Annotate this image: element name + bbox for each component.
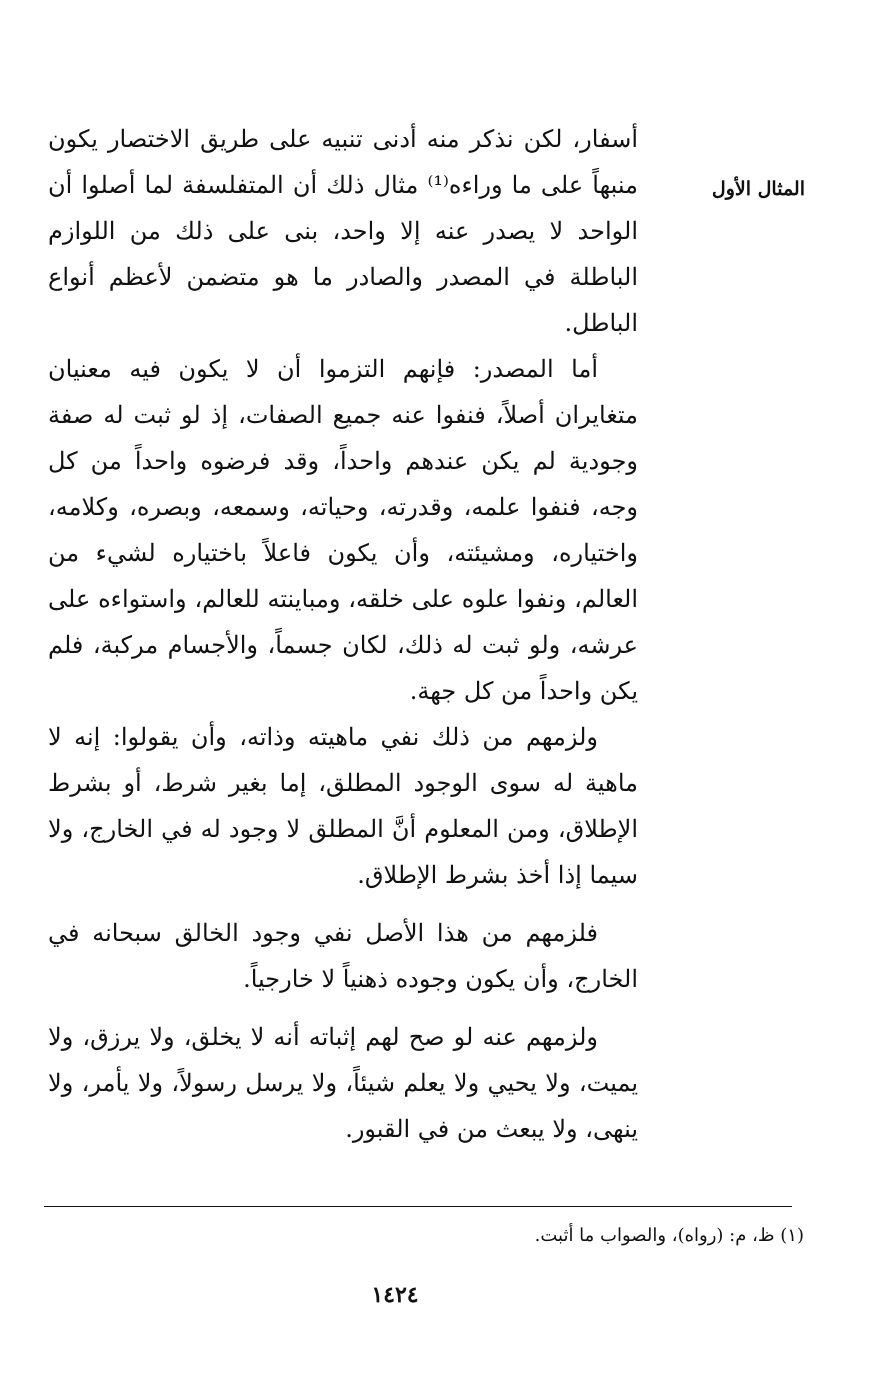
body-text xyxy=(48,116,638,1152)
paragraph-continuation: أسفار، لكن نذكر منه أدنى تنبيه على طريق الاختصار يكون منبهاً على ما وراءه⁽¹⁾ مثال ذلك أن المتفلسفة لما أصلوا أن الواحد لا يصدر عنه إلا واحد، بنى على ذلك من اللوازم الباطلة في المصدر والصادر ما هو متضمن لأعظم أنواع الباطل. xyxy=(48,125,638,337)
footnote-divider xyxy=(44,1206,792,1207)
margin-heading: المثال الأول xyxy=(711,178,805,200)
paragraph-essence: ولزمهم من ذلك نفي ماهيته وذاته، وأن يقولوا: إنه لا ماهية له سوى الوجود المطلق، إما بغير شرط، أو بشرط الإطلاق، ومن المعلوم أنَّ المطلق لا وجود له في الخارج، ولا سيما إذا أخذ بشرط الإطلاق. xyxy=(48,723,638,889)
paragraph-consequences: ولزمهم عنه لو صح لهم إثباته أنه لا يخلق، ولا يرزق، ولا يميت، ولا يحيي ولا يعلم شيئاً، ولا يرسل رسولاً، ولا يأمر، ولا ينهى، ولا يبعث من في القبور. xyxy=(48,1023,638,1143)
page-number: ١٤٢٤ xyxy=(371,1282,419,1308)
footnote: (١) ظ، م: (رواه)، والصواب ما أثبت. xyxy=(534,1225,804,1246)
paragraph-existence: فلزمهم من هذا الأصل نفي وجود الخالق سبحانه في الخارج، وأن يكون وجوده ذهنياً لا خارجياً. xyxy=(48,919,638,993)
paragraph-source: أما المصدر: فإنهم التزموا أن لا يكون فيه معنيان متغايران أصلاً، فنفوا عنه جميع الصفات، إذ لو ثبت له صفة وجودية لم يكن عندهم واحداً، وقد فرضوه واحداً من كل وجه، فنفوا علمه، وقدرته، وحياته، وسمعه، وبصره، وكلامه، واختياره، ومشيئته، وأن يكون فاعلاً باختياره لشيء من العالم، ونفوا علوه على خلقه، ومباينته للعالم، واستواءه على عرشه، ولو ثبت له ذلك، لكان جسماً، والأجسام مركبة، فلم يكن واحداً من كل جهة. xyxy=(48,355,638,705)
